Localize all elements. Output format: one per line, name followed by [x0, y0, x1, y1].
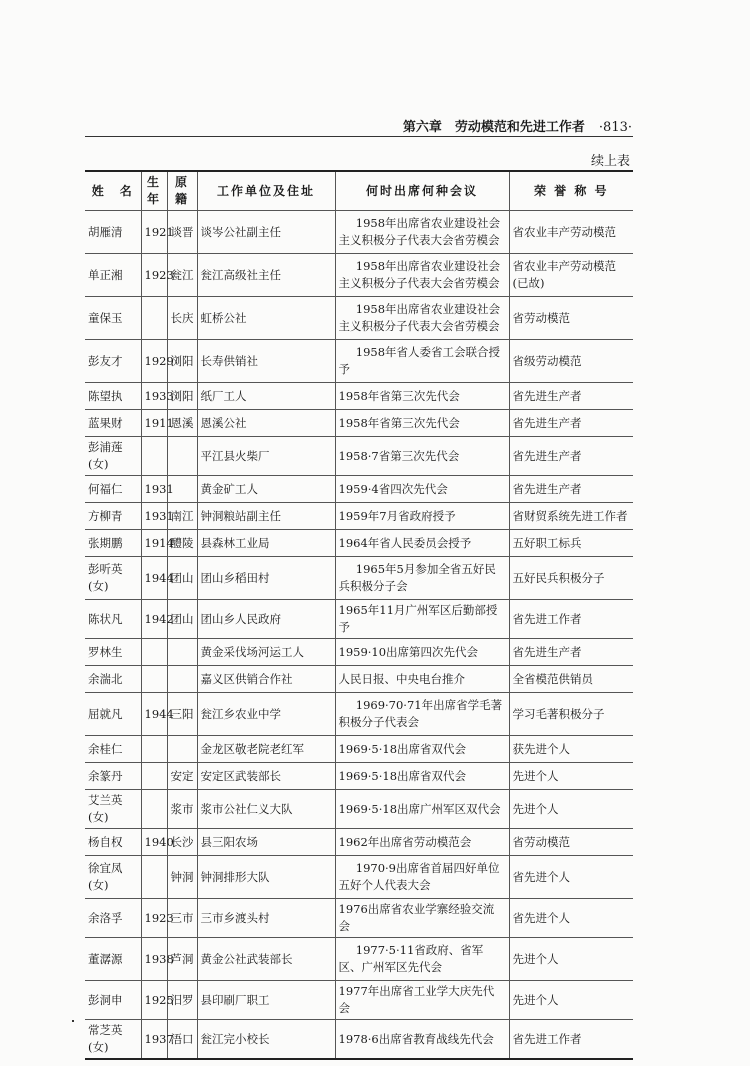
- table-row: [85, 600, 633, 639]
- cell-year: [141, 790, 167, 829]
- table-row: [85, 254, 633, 297]
- cell-origin: 谈晋: [167, 211, 197, 254]
- cell-meeting: 1959·10出席第四次先代会: [335, 639, 509, 666]
- cell-honor: 五好民兵积极分子: [509, 557, 633, 600]
- cell-name: 艾兰英(女): [85, 790, 141, 829]
- table-row: [85, 763, 633, 790]
- running-head: [380, 116, 632, 135]
- header-rule: [85, 136, 633, 137]
- cell-honor: 省先进生产者: [509, 476, 633, 503]
- scan-speck: [72, 1020, 74, 1022]
- cell-honor: 全省模范供销员: [509, 666, 633, 693]
- cell-name: 常芝英(女): [85, 1020, 141, 1060]
- cell-origin: 三阳: [167, 693, 197, 736]
- header-name: 姓 名: [85, 171, 141, 211]
- cell-unit: 恩溪公社: [197, 410, 335, 437]
- cell-origin: 长庆: [167, 297, 197, 340]
- cell-year: 1923: [141, 254, 167, 297]
- header-unit: 工作单位及住址: [197, 171, 335, 211]
- cell-unit: 长寿供销社: [197, 340, 335, 383]
- cell-origin: 安定: [167, 763, 197, 790]
- page-number: ·813·: [598, 120, 632, 135]
- cell-origin: 钟洞: [167, 856, 197, 899]
- cell-name: 何福仁: [85, 476, 141, 503]
- cell-year: [141, 666, 167, 693]
- cell-meeting: 1978·6出席省教育战线先代会: [335, 1020, 509, 1060]
- cell-meeting: 1969·70·71年出席省学毛著积极分子代表会: [335, 693, 509, 736]
- cell-honor: 省先进生产者: [509, 437, 633, 476]
- cell-unit: 瓮江完小校长: [197, 1020, 335, 1060]
- cell-name: 余洛孚: [85, 899, 141, 938]
- cell-name: 彭浦莲(女): [85, 437, 141, 476]
- cell-origin: 浏阳: [167, 383, 197, 410]
- cell-name: 董潺源: [85, 938, 141, 981]
- cell-honor: 省农业丰产劳动模范: [509, 211, 633, 254]
- cell-meeting: 1959·4省四次先代会: [335, 476, 509, 503]
- cell-name: 蓝果财: [85, 410, 141, 437]
- cell-origin: 浆市: [167, 790, 197, 829]
- cell-year: [141, 856, 167, 899]
- cell-year: 1940: [141, 829, 167, 856]
- cell-name: 彭友才: [85, 340, 141, 383]
- cell-honor: 省财贸系统先进工作者: [509, 503, 633, 530]
- cell-unit: 县印刷厂职工: [197, 981, 335, 1020]
- cell-unit: 三市乡渡头村: [197, 899, 335, 938]
- table-row: [85, 693, 633, 736]
- cell-year: 1911: [141, 410, 167, 437]
- cell-name: 徐宜凤(女): [85, 856, 141, 899]
- cell-origin: 芦洞: [167, 938, 197, 981]
- cell-year: 1925: [141, 981, 167, 1020]
- table-row: [85, 790, 633, 829]
- cell-unit: 浆市公社仁义大队: [197, 790, 335, 829]
- cell-name: 陈状凡: [85, 600, 141, 639]
- cell-origin: 团山: [167, 557, 197, 600]
- table-row: [85, 476, 633, 503]
- cell-honor: 省先进个人: [509, 899, 633, 938]
- cell-origin: 浯口: [167, 1020, 197, 1060]
- cell-meeting: 人民日报、中央电台推介: [335, 666, 509, 693]
- cell-honor: 省先进生产者: [509, 410, 633, 437]
- cell-year: 1944: [141, 557, 167, 600]
- cell-honor: 省先进生产者: [509, 383, 633, 410]
- table-row: [85, 410, 633, 437]
- cell-meeting: 1958·7省第三次先代会: [335, 437, 509, 476]
- cell-origin: 三市: [167, 899, 197, 938]
- cell-unit: 黄金采伐场河运工人: [197, 639, 335, 666]
- cell-origin: [167, 437, 197, 476]
- table-row: [85, 530, 633, 557]
- cell-unit: 瓮江高级社主任: [197, 254, 335, 297]
- cell-name: 陈望执: [85, 383, 141, 410]
- cell-name: 余桂仁: [85, 736, 141, 763]
- cell-year: 1921: [141, 211, 167, 254]
- cell-meeting: 1969·5·18出席广州军区双代会: [335, 790, 509, 829]
- cell-meeting: 1962年出席省劳动模范会: [335, 829, 509, 856]
- cell-origin: 恩溪: [167, 410, 197, 437]
- cell-name: 余湍北: [85, 666, 141, 693]
- cell-name: 童保玉: [85, 297, 141, 340]
- table-row: [85, 211, 633, 254]
- cell-origin: [167, 639, 197, 666]
- cell-origin: 瓮江: [167, 254, 197, 297]
- cell-honor: 获先进个人: [509, 736, 633, 763]
- cell-unit: 瓮江乡农业中学: [197, 693, 335, 736]
- cell-year: [141, 763, 167, 790]
- cell-honor: 省先进个人: [509, 856, 633, 899]
- cell-unit: 团山乡稻田村: [197, 557, 335, 600]
- cell-year: 1929: [141, 340, 167, 383]
- table-row: [85, 557, 633, 600]
- cell-meeting: 1969·5·18出席省双代会: [335, 763, 509, 790]
- table-row: [85, 981, 633, 1020]
- cell-name: 彭洞申: [85, 981, 141, 1020]
- cell-unit: 团山乡人民政府: [197, 600, 335, 639]
- table-row: [85, 437, 633, 476]
- cell-meeting: 1959年7月省政府授予: [335, 503, 509, 530]
- cell-meeting: 1958年出席省农业建设社会主义积极分子代表大会省劳模会: [335, 297, 509, 340]
- cell-unit: 黄金矿工人: [197, 476, 335, 503]
- cell-year: 1931: [141, 503, 167, 530]
- cell-origin: [167, 736, 197, 763]
- cell-meeting: 1965年5月参加全省五好民兵积极分子会: [335, 557, 509, 600]
- cell-honor: 先进个人: [509, 981, 633, 1020]
- table-row: [85, 856, 633, 899]
- cell-name: 单正湘: [85, 254, 141, 297]
- cell-origin: 浏阳: [167, 340, 197, 383]
- cell-honor: 省劳动模范: [509, 297, 633, 340]
- cell-unit: 虹桥公社: [197, 297, 335, 340]
- table-row: [85, 899, 633, 938]
- header-meeting: 何时出席何种会议: [335, 171, 509, 211]
- table-header-row: [85, 171, 633, 211]
- cell-honor: 学习毛著积极分子: [509, 693, 633, 736]
- cell-year: 1931: [141, 476, 167, 503]
- cell-origin: 团山: [167, 600, 197, 639]
- cell-meeting: 1964年省人民委员会授予: [335, 530, 509, 557]
- continued-label: 续上表: [590, 154, 630, 169]
- cell-year: 1944: [141, 693, 167, 736]
- chapter-title: 第六章 劳动模范和先进工作者: [402, 120, 585, 135]
- cell-year: 1923: [141, 899, 167, 938]
- table-row: [85, 736, 633, 763]
- cell-meeting: 1969·5·18出席省双代会: [335, 736, 509, 763]
- cell-honor: 先进个人: [509, 763, 633, 790]
- cell-honor: 先进个人: [509, 790, 633, 829]
- cell-unit: 嘉义区供销合作社: [197, 666, 335, 693]
- table-row: [85, 938, 633, 981]
- cell-year: 1942: [141, 600, 167, 639]
- cell-unit: 平江县火柴厂: [197, 437, 335, 476]
- cell-honor: 省先进工作者: [509, 1020, 633, 1060]
- cell-honor: 省劳动模范: [509, 829, 633, 856]
- table-row: [85, 639, 633, 666]
- cell-meeting: 1965年11月广州军区后勤部授予: [335, 600, 509, 639]
- cell-meeting: 1958年省第三次先代会: [335, 410, 509, 437]
- cell-name: 方柳青: [85, 503, 141, 530]
- table-row: [85, 666, 633, 693]
- cell-origin: 南江: [167, 503, 197, 530]
- cell-honor: 省先进工作者: [509, 600, 633, 639]
- cell-meeting: 1958年出席省农业建设社会主义积极分子代表大会省劳模会: [335, 254, 509, 297]
- cell-origin: 长沙: [167, 829, 197, 856]
- table-row: [85, 1020, 633, 1060]
- cell-year: [141, 297, 167, 340]
- cell-meeting: 1970·9出席省首届四好单位五好个人代表大会: [335, 856, 509, 899]
- model-workers-table: [85, 170, 633, 1060]
- cell-meeting: 1958年省第三次先代会: [335, 383, 509, 410]
- header-honor: 荣 誉 称 号: [509, 171, 633, 211]
- table-row: [85, 503, 633, 530]
- cell-name: 胡雁清: [85, 211, 141, 254]
- cell-year: 1937: [141, 1020, 167, 1060]
- cell-unit: 安定区武装部长: [197, 763, 335, 790]
- cell-name: 张期鹏: [85, 530, 141, 557]
- cell-name: 余篆丹: [85, 763, 141, 790]
- cell-honor: 省农业丰产劳动模范(已故): [509, 254, 633, 297]
- cell-unit: 谈岑公社副主任: [197, 211, 335, 254]
- cell-honor: 先进个人: [509, 938, 633, 981]
- cell-origin: 汨罗: [167, 981, 197, 1020]
- cell-unit: 纸厂工人: [197, 383, 335, 410]
- cell-meeting: 1958年省人委省工会联合授予: [335, 340, 509, 383]
- cell-unit: 金龙区敬老院老红军: [197, 736, 335, 763]
- table-row: [85, 383, 633, 410]
- cell-year: [141, 437, 167, 476]
- table-row: [85, 340, 633, 383]
- cell-meeting: 1977年出席省工业学大庆先代会: [335, 981, 509, 1020]
- cell-year: [141, 736, 167, 763]
- cell-name: 罗林生: [85, 639, 141, 666]
- cell-meeting: 1977·5·11省政府、省军区、广州军区先代会: [335, 938, 509, 981]
- header-origin: 原籍: [167, 171, 197, 211]
- cell-meeting: 1976出席省农业学寨经验交流会: [335, 899, 509, 938]
- cell-honor: 省级劳动模范: [509, 340, 633, 383]
- cell-unit: 黄金公社武装部长: [197, 938, 335, 981]
- cell-name: 屈就凡: [85, 693, 141, 736]
- cell-honor: 省先进生产者: [509, 639, 633, 666]
- cell-year: 1933: [141, 383, 167, 410]
- cell-origin: [167, 666, 197, 693]
- cell-year: 1914: [141, 530, 167, 557]
- cell-unit: 县森林工业局: [197, 530, 335, 557]
- table-row: [85, 829, 633, 856]
- cell-name: 杨自权: [85, 829, 141, 856]
- cell-unit: 钟洞粮站副主任: [197, 503, 335, 530]
- cell-year: 1938: [141, 938, 167, 981]
- table-row: [85, 297, 633, 340]
- cell-origin: 醴陵: [167, 530, 197, 557]
- cell-year: [141, 639, 167, 666]
- header-year: 生年: [141, 171, 167, 211]
- cell-name: 彭听英(女): [85, 557, 141, 600]
- cell-meeting: 1958年出席省农业建设社会主义积极分子代表大会省劳模会: [335, 211, 509, 254]
- cell-honor: 五好职工标兵: [509, 530, 633, 557]
- cell-unit: 钟洞排形大队: [197, 856, 335, 899]
- cell-unit: 县三阳农场: [197, 829, 335, 856]
